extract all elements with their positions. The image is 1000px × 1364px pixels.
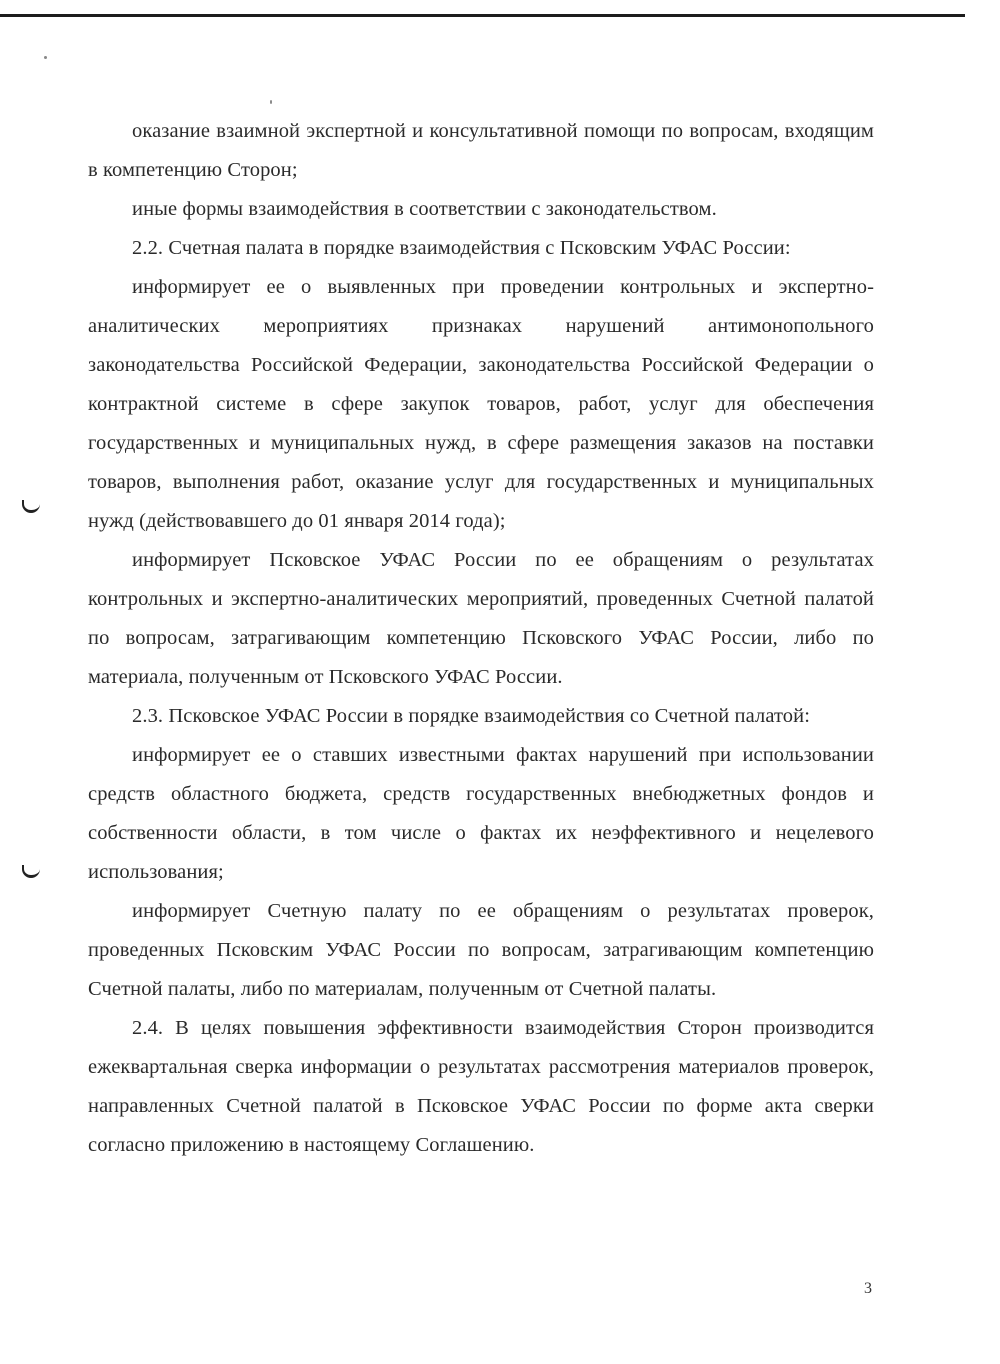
binding-hole-mark bbox=[22, 865, 40, 878]
binding-hole-mark bbox=[22, 500, 40, 513]
section-paragraph-2-4: 2.4. В целях повышения эффективности взаимодействия Сторон производится ежеквартальная сверка информации о результатах рассмотрения материалов проверок, направленных Счетной палатой в Псковское УФАС России по форме акта сверки согласно приложению в настоящему Соглашению. bbox=[88, 1017, 874, 1156]
page-number: 3 bbox=[864, 1280, 872, 1297]
paragraph: информирует ее о выявленных при проведении контрольных и экспертно-аналитических мероприятиях признаках нарушений антимонопольного законодательства Российской Федерации, законодательства Российской Федерации о контрактной системе в сфере закупок товаров, работ, услуг для обеспечения государственных и муниципальных нужд, в сфере размещения заказов на поставки товаров, выполнения работ, оказание услуг для государственных и муниципальных нужд (действовавшего до 01 января 2014 года); bbox=[88, 276, 874, 532]
top-border-line bbox=[0, 14, 965, 17]
paragraph: информирует ее о ставших известными фактах нарушений при использовании средств областного бюджета, средств государственных внебюджетных фондов и собственности области, в том числе о фактах их неэффективного и нецелевого использования; bbox=[88, 744, 874, 883]
paragraph: информирует Счетную палату по ее обращениям о результатах проверок, проведенных Псковским УФАС России по вопросам, затрагивающим компетенцию Счетной палаты, либо по материалам, полученным от Счетной палаты. bbox=[88, 900, 874, 1000]
paragraph: иные формы взаимодействия в соответствии с законодательством. bbox=[132, 198, 717, 220]
paragraph: оказание взаимной экспертной и консультативной помощи по вопросам, входящим в компетенцию Сторон; bbox=[88, 120, 874, 181]
paragraph: информирует Псковское УФАС России по ее обращениям о результатах контрольных и экспертно-аналитических мероприятий, проведенных Счетной палатой по вопросам, затрагивающим компетенцию Псковского УФАС России, либо по материала, полученным от Псковского УФАС России. bbox=[88, 549, 874, 688]
scan-speck bbox=[44, 56, 47, 59]
document-body bbox=[88, 112, 874, 1165]
section-heading-2-3: 2.3. Псковское УФАС России в порядке взаимодействия со Счетной палатой: bbox=[132, 705, 811, 727]
section-heading-2-2: 2.2. Счетная палата в порядке взаимодействия с Псковским УФАС России: bbox=[132, 237, 791, 259]
scan-speck bbox=[270, 100, 272, 104]
